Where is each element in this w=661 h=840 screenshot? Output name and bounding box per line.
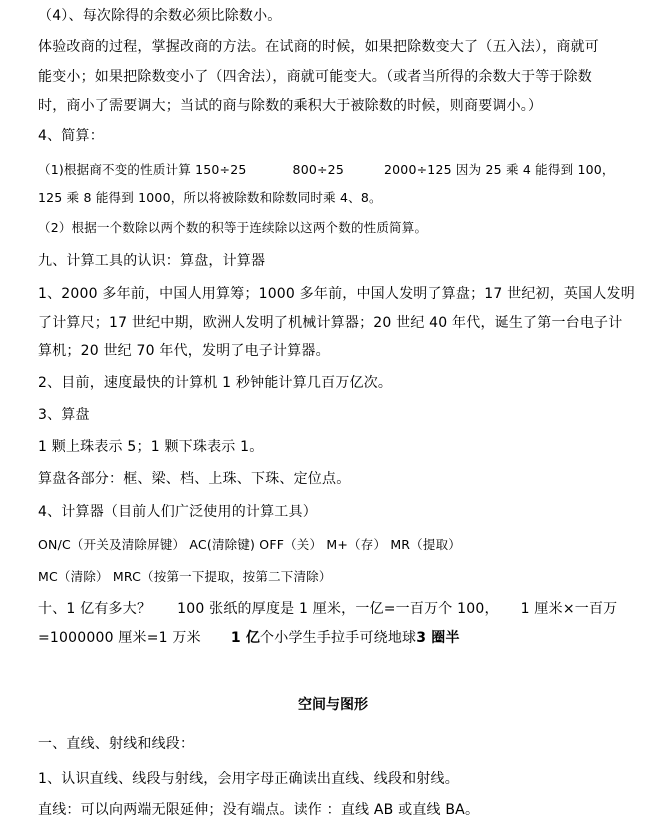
- text-segment: 1 厘米×一百万: [520, 601, 618, 617]
- heading-line: 一、直线、射线和线段：: [38, 736, 195, 752]
- text-segment: 800÷25: [292, 162, 344, 177]
- text-line: [38, 601, 617, 617]
- text-segment: 个小学生手拉手可绕地球: [260, 630, 417, 646]
- text-line: 125 乘 8 能得到 1000，所以将被除数和除数同时乘 4、8。: [38, 190, 382, 205]
- text-line: 直线：可以向两端无限延伸；没有端点。读作 ：直线 AB 或直线 BA。: [38, 802, 480, 818]
- text-line: （4）、每次除得的余数必须比除数小。: [38, 8, 282, 24]
- text-line: 算盘各部分：框、梁、档、上珠、下珠、定位点。: [38, 471, 351, 487]
- section-title: 空间与图形: [298, 697, 368, 713]
- text-line: 了计算尺；17 世纪中期，欧洲人发明了机械计算器；20 世纪 40 年代，诞生了第一台电子计: [38, 315, 623, 331]
- text-line: 算机；20 世纪 70 年代，发明了电子计算器。: [38, 343, 330, 359]
- heading-line: 4、简算：: [38, 128, 104, 144]
- text-segment: =1000000 厘米=1 万米: [38, 630, 201, 646]
- text-line: [38, 162, 615, 178]
- text-line: 能变小；如果把除数变小了（四舍法），商就可能变大。（或者当所得的余数大于等于除数: [38, 69, 592, 85]
- text-line: ON/C（开关及清除屏键） AC(清除键) OFF（关） M+（存） MR（提取）: [38, 537, 461, 552]
- text-line: 2、目前，速度最快的计算机 1 秒钟能计算几百万亿次。: [38, 375, 393, 391]
- heading-line: 3、算盘: [38, 407, 90, 423]
- text-segment: 2000÷125 因为 25 乘 4 能得到 100，: [384, 162, 615, 177]
- text-line: [38, 630, 460, 646]
- text-segment: 1 亿: [230, 630, 261, 646]
- text-line: MC（清除） MRC（按第一下提取，按第二下清除）: [38, 569, 332, 584]
- text-segment: 十、1 亿有多大？: [38, 601, 152, 617]
- heading-line: 4、计算器（目前人们广泛使用的计算工具）: [38, 504, 317, 520]
- text-line: 体验改商的过程，掌握改商的方法。在试商的时候，如果把除数变大了（五入法），商就可: [38, 39, 599, 55]
- text-line: 时，商小了需要调大；当试的商与除数的乘积大于被除数的时候，则商要调小。）: [38, 98, 543, 114]
- text-segment: （1)根据商不变的性质计算 150÷25: [38, 162, 247, 177]
- text-segment: 3 圈半: [416, 630, 460, 646]
- text-segment: 100 张纸的厚度是 1 厘米，一亿=一百万个 100，: [177, 601, 499, 617]
- text-line: （2）根据一个数除以两个数的积等于连续除以这两个数的性质简算。: [38, 220, 428, 235]
- text-line: 1、2000 多年前，中国人用算筹；1000 多年前，中国人发明了算盘；17 世纪初，英国人发明: [38, 286, 635, 302]
- text-line: 1 颗上珠表示 5；1 颗下珠表示 1。: [38, 439, 264, 455]
- heading-line: 九、计算工具的认识：算盘，计算器: [38, 253, 266, 269]
- text-line: 1、认识直线、线段与射线，会用字母正确读出直线、线段和射线。: [38, 771, 459, 787]
